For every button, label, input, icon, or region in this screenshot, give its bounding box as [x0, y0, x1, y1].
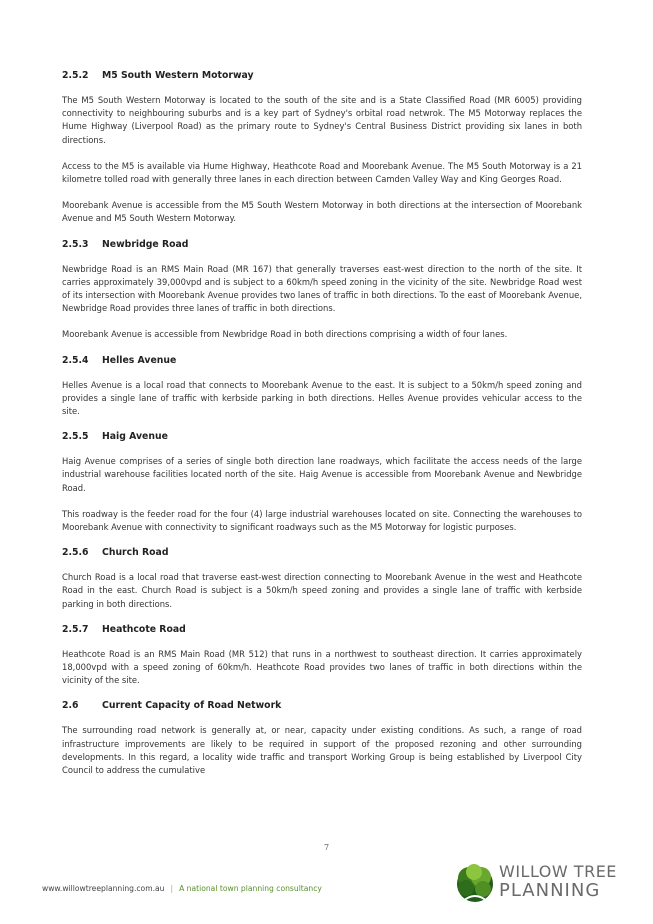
- section-heading: 2.5.2 M5 South Western Motorway: [62, 70, 254, 81]
- paragraph: This roadway is the feeder road for the four (4) large industrial warehouses located on site. Connecting the warehouses to Moorebank Avenue with connectivity to significant roadways such as the M5 Motorway for logistic purposes.: [62, 508, 582, 533]
- logo-text-line1: WILLOW TREE: [499, 862, 617, 881]
- section-heading: 2.5.7 Heathcote Road: [62, 623, 186, 635]
- footer-tagline: A national town planning consultancy: [179, 884, 322, 893]
- footer: [42, 884, 322, 893]
- company-logo: [452, 860, 632, 904]
- section-2-5-4: [62, 355, 582, 419]
- section-heading: 2.5.5 Haig Avenue: [62, 431, 168, 443]
- section-heading: 2.5.4 Helles Avenue: [62, 354, 177, 366]
- paragraph: Haig Avenue comprises of a series of single both direction lane roadways, which facilitate the access needs of the large industrial warehouse facilities located north of the site. Haig Avenue is accessible from Moorebank Avenue and Newbridge Road.: [62, 456, 582, 493]
- paragraph: The M5 South Western Motorway is located to the south of the site and is a State Classified Road (MR 6005) providing connectivity to neighbouring suburbs and is a key part of Sydney's orbital road netwrok. The M5 Motorway replaces the Hume Highway (Liverpool Road) as the primary route to Sydney's Central Business District providing six lanes in both directions.: [62, 95, 582, 145]
- tree-logo-icon: [452, 860, 498, 904]
- paragraph: Helles Avenue is a local road that connects to Moorebank Avenue to the east. It is subject to a 50km/h speed zoning and provides a single lane of traffic with kerbside parking in both directions. Helles Avenue provides vehicular access to the site.: [62, 379, 582, 417]
- section-2-6: [62, 700, 582, 777]
- section-2-5-3: [62, 239, 582, 342]
- paragraph: Newbridge Road is an RMS Main Road (MR 167) that generally traverses east-west direction to the north of the site. It carries approximately 39,000vpd and is subject to a 60km/h speed zoning in the vicinity of the site. Newbridge Road west of its intersection with Moorebank Avenue provides two lanes of traffic in both directions. To the east of Moorebank Avenue, Newbridge Road provides three lanes of traffic in both directions.: [62, 263, 582, 314]
- section-heading: 2.5.3 Newbridge Road: [62, 238, 189, 250]
- section-2-5-2: [62, 70, 582, 226]
- paragraph: Moorebank Avenue is accessible from the M5 South Western Motorway in both directions at the intersection of Moorebank Avenue and M5 South Western Motorway.: [62, 200, 582, 224]
- section-heading: 2.5.6 Church Road: [62, 547, 169, 559]
- content-area: [62, 70, 582, 790]
- section-heading: 2.6 Current Capacity of Road Network: [62, 700, 282, 712]
- website-link[interactable]: www.willowtreeplanning.com.au: [42, 884, 165, 893]
- section-2-5-6: [62, 547, 582, 611]
- page-number: 7: [323, 843, 330, 852]
- section-2-5-5: [62, 431, 582, 534]
- footer-separator: |: [170, 884, 174, 893]
- paragraph: Moorebank Avenue is accessible from Newbridge Road in both directions comprising a width of four lanes.: [62, 329, 508, 340]
- section-2-5-7: [62, 624, 582, 688]
- paragraph: Heathcote Road is an RMS Main Road (MR 512) that runs in a northwest to southeast direction. It carries approximately 18,000vpd with a speed zoning of 60km/h. Heathcote Road provides two lanes of traffic in both directions within the vicinity of the site.: [62, 648, 582, 686]
- paragraph: The surrounding road network is generally at, or near, capacity under existing conditions. As such, a range of road infrastructure improvements are likely to be required in support of the proposed rezoning and other surrounding developments. In this regard, a locality wide traffic and transport Working Group is being established by Liverpool City Council to address the cumulative: [62, 725, 582, 776]
- paragraph: Access to the M5 is available via Hume Highway, Heathcote Road and Moorebank Avenue. The M5 South Motorway is a 21 kilometre tolled road with generally three lanes in each direction between Camden Valley Way and King Georges Road.: [62, 160, 582, 185]
- logo-text-line2: PLANNING: [499, 880, 601, 901]
- paragraph: Church Road is a local road that traverse east-west direction connecting to Moorebank Avenue in the west and Heathcote Road in the east. Church Road is subject is a 50km/h speed zoning and provides a single lane of traffic with kerbside parking in both directions.: [62, 572, 582, 609]
